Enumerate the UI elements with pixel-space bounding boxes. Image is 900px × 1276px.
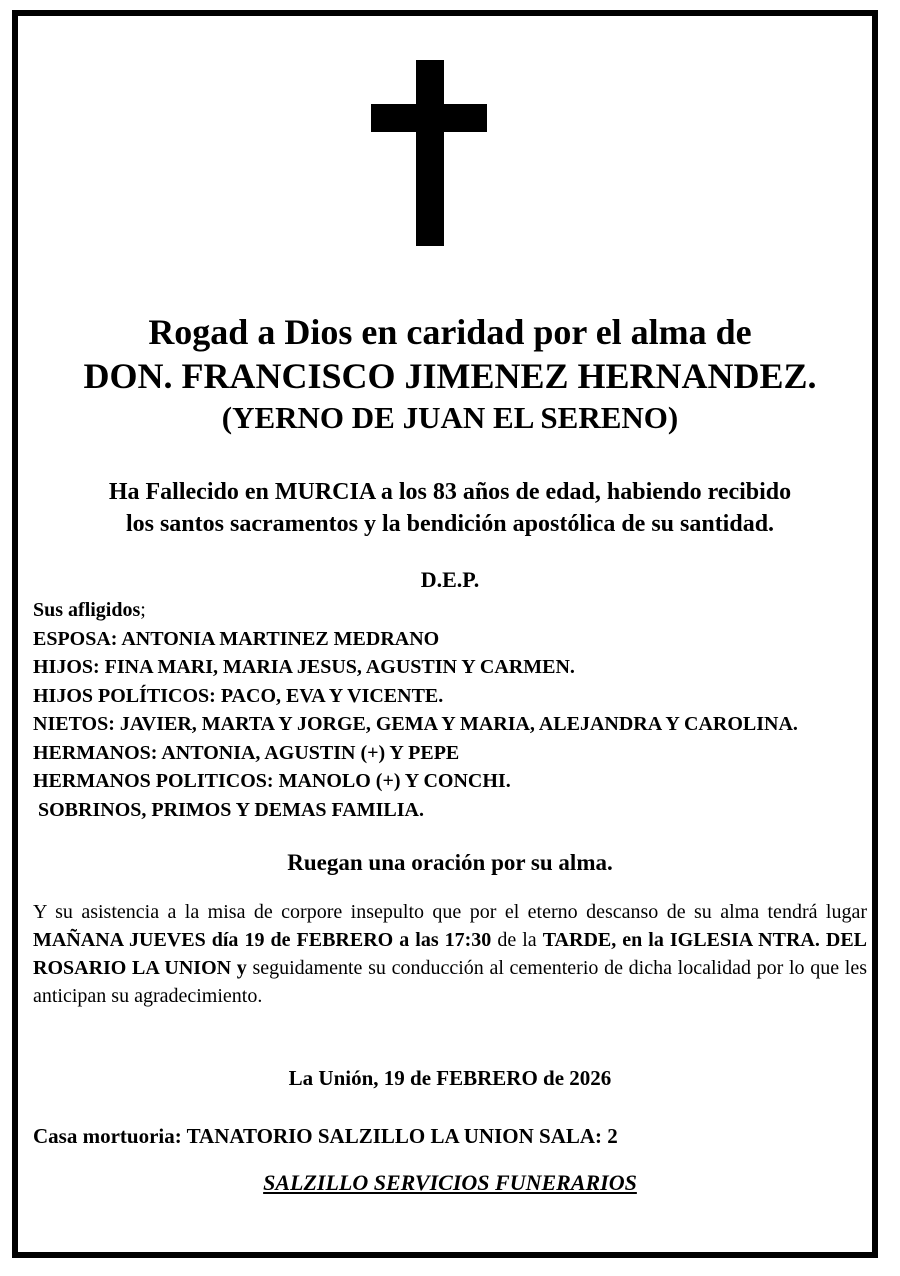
mass-text-2: de la [491,929,543,951]
family-hermanos: HERMANOS: ANTONIA, AGUSTIN (+) Y PEPE [33,741,460,764]
title-line-1: Rogad a Dios en caridad por el alma de [148,312,752,352]
deceased-nickname: (YERNO DE JUAN EL SERENO) [221,400,679,435]
mass-paragraph [33,898,867,1010]
mass-text-1: Y su asistencia a la misa de corpore insepulto que por el eterno descanso de su alma tendrá lugar [33,901,867,923]
family-list [33,596,867,824]
family-intro-text: Sus afligidos [33,599,141,621]
family-esposa: ESPOSA: ANTONIA MARTINEZ MEDRANO [33,627,440,650]
family-hijos: HIJOS: FINA MARI, MARIA JESUS, AGUSTIN Y CARMEN. [33,656,575,678]
place-date-line: La Unión, 19 de FEBRERO de 2026 [288,1066,612,1090]
prayer-request: Ruegan una oración por su alma. [287,850,613,875]
deceased-name: DON. FRANCISCO JIMENEZ HERNANDEZ. [83,356,817,396]
cross-horizontal-bar [371,104,487,132]
family-hijos-politicos: HIJOS POLÍTICOS: PACO, EVA Y VICENTE. [33,684,444,707]
casa-mortuoria: Casa mortuoria: TANATORIO SALZILLO LA UNION SALA: 2 [33,1124,618,1148]
mass-location: TARDE, en la IGLESIA NTRA. DEL ROSARIO LA UNION y [33,929,867,979]
cross-vertical-bar [416,60,444,246]
family-intro-punct: ; [140,599,146,621]
dep-label: D.E.P. [420,567,480,592]
death-announcement-line-1: Ha Fallecido en MURCIA a los 83 años de edad, habiendo recibido [108,479,792,505]
family-sobrinos: SOBRINOS, PRIMOS Y DEMAS FAMILIA. [38,798,424,821]
death-announcement [0,476,900,540]
obituary-title [0,310,900,438]
mass-text-3: seguidamente su conducción al cementerio de dicha localidad por lo que les anticipan su agradecimiento. [33,957,867,1007]
family-hermanos-politicos: HERMANOS POLITICOS: MANOLO (+) Y CONCHI. [33,770,511,792]
family-intro [33,596,867,625]
family-nietos: NIETOS: JAVIER, MARTA Y JORGE, GEMA Y MARIA, ALEJANDRA Y CAROLINA. [33,713,798,735]
funeral-company: SALZILLO SERVICIOS FUNERARIOS [263,1170,637,1195]
latin-cross-icon [0,0,900,260]
death-announcement-line-2: los santos sacramentos y la bendición apostólica de su santidad. [125,511,775,537]
mass-date-time: MAÑANA JUEVES día 19 de FEBRERO a las 17:30 [33,929,492,951]
